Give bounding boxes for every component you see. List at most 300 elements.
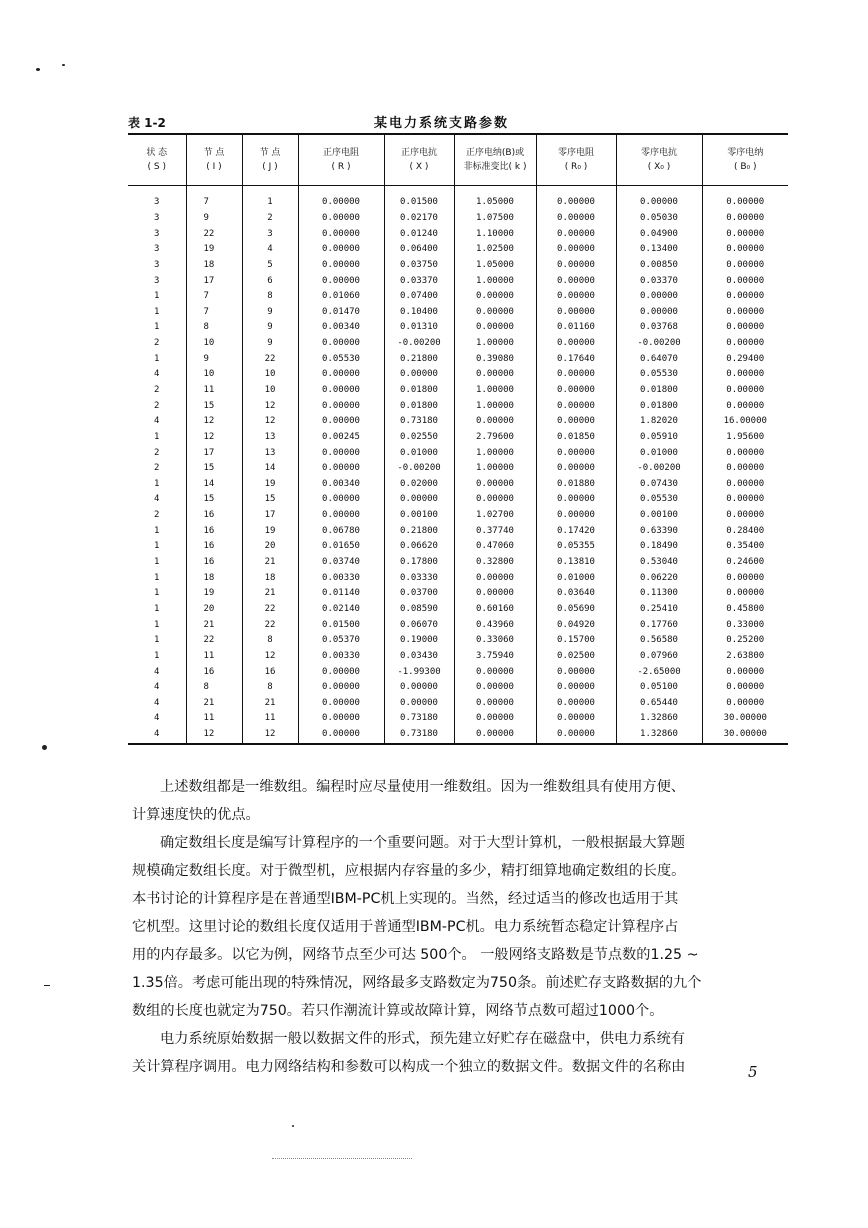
table-cell: 8	[242, 633, 298, 649]
table-row	[128, 680, 788, 696]
table-cell: 0.11300	[616, 586, 702, 602]
table-cell: 0.00340	[298, 477, 384, 493]
table-cell: 22	[242, 602, 298, 618]
table-label: 表 1-2	[128, 116, 166, 130]
table-cell: 1.00000	[454, 399, 536, 415]
table-cell: 0.00100	[616, 508, 702, 524]
column-header-line: ( B₀ )	[733, 162, 757, 172]
table-cell: 8	[186, 680, 242, 696]
table-cell: 0.00000	[454, 711, 536, 727]
column-header	[616, 134, 702, 186]
table-cell: 22	[242, 352, 298, 368]
table-cell: 10	[186, 336, 242, 352]
table-row	[128, 696, 788, 712]
table-cell: 0.00000	[702, 289, 788, 305]
table-row	[128, 399, 788, 415]
table-cell: 0.25410	[616, 602, 702, 618]
table-cell: 0.00000	[702, 508, 788, 524]
table-cell: 0.00000	[536, 446, 616, 462]
table-cell: 0.00000	[298, 273, 384, 289]
table-cell: 0.00000	[536, 289, 616, 305]
table-cell: -0.00200	[616, 461, 702, 477]
table-cell: 0.00000	[384, 492, 454, 508]
table-cell: 4	[154, 666, 160, 677]
table-cell: -0.00200	[384, 336, 454, 352]
table-cell: 1.32860	[616, 727, 702, 744]
table-cell: 4	[154, 682, 160, 693]
table-cell: 0.01160	[536, 320, 616, 336]
table-cell: 0.64070	[616, 352, 702, 368]
table-cell: 0.01060	[298, 289, 384, 305]
table-cell: -0.00200	[616, 336, 702, 352]
table-cell: 0.00000	[702, 665, 788, 681]
table-cell: 0.00000	[298, 399, 384, 415]
table-cell: 0.05030	[616, 211, 702, 227]
table-cell: 0.56580	[616, 633, 702, 649]
table-cell: 21	[242, 696, 298, 712]
table-cell: 0.00000	[454, 696, 536, 712]
table-cell: 0.00000	[536, 680, 616, 696]
table-cell: 2	[154, 510, 160, 521]
table-cell: 0.00000	[702, 571, 788, 587]
table-cell: 0.00000	[298, 461, 384, 477]
body-text-line: 确定数组长度是编写计算程序的一个重要问题。对于大型计算机，一般根据最大算题	[160, 835, 685, 851]
table-cell: -0.00200	[384, 461, 454, 477]
table-cell: 1	[154, 619, 160, 630]
column-header-line: 节 点	[203, 148, 225, 158]
page-number: 5	[748, 1063, 758, 1081]
table-cell: 2.79600	[454, 430, 536, 446]
table-cell: 0.05690	[536, 602, 616, 618]
table-cell: 0.00000	[298, 211, 384, 227]
column-header	[702, 134, 788, 186]
table-cell: 0.17640	[536, 352, 616, 368]
table-cell: 0.03330	[384, 571, 454, 587]
table-cell: 10	[186, 367, 242, 383]
table-cell: 0.00000	[702, 492, 788, 508]
table-cell: 5	[242, 258, 298, 274]
table-column-headers	[128, 134, 788, 186]
body-text	[132, 773, 782, 1081]
table-cell: 0.01800	[616, 383, 702, 399]
table-cell: 0.00000	[536, 258, 616, 274]
table-row	[128, 367, 788, 383]
table-row	[128, 492, 788, 508]
table-cell: 2	[154, 384, 160, 395]
table-cell: 0.00000	[702, 680, 788, 696]
table-row	[128, 477, 788, 493]
table-row	[128, 242, 788, 258]
scan-speck	[292, 1125, 294, 1127]
table-cell: 0.00000	[298, 367, 384, 383]
table-cell: 0.00000	[536, 195, 616, 211]
table-cell: 2	[154, 338, 160, 349]
table-cell: 0.00000	[702, 273, 788, 289]
table-cell: 0.00000	[454, 305, 536, 321]
table-cell: 0.17800	[384, 555, 454, 571]
table-cell: 16	[186, 665, 242, 681]
table-cell: 0.43960	[454, 618, 536, 634]
table-row	[128, 555, 788, 571]
table-cell: 0.01000	[536, 571, 616, 587]
table-cell: 0.00000	[454, 367, 536, 383]
table-cell: 0.01880	[536, 477, 616, 493]
table-cell: 4	[154, 713, 160, 724]
table-row	[128, 336, 788, 352]
table-cell: 0.17760	[616, 618, 702, 634]
table-cell: 0.00000	[454, 727, 536, 744]
table-cell: 1	[154, 603, 160, 614]
table-cell: 0.05100	[616, 680, 702, 696]
column-header	[536, 134, 616, 186]
table-cell: 13	[242, 430, 298, 446]
table-cell: 0.07430	[616, 477, 702, 493]
table-cell: 1	[154, 478, 160, 489]
table-cell: 9	[242, 320, 298, 336]
table-cell: 0.00000	[536, 727, 616, 744]
table-cell: 0.35400	[702, 539, 788, 555]
column-header-line: 正序电抗	[400, 148, 437, 158]
scan-speck	[62, 64, 65, 66]
table-cell: 18	[186, 571, 242, 587]
table-cell: 1.95600	[702, 430, 788, 446]
column-header-line: 零序电纳	[727, 148, 764, 158]
column-header	[384, 134, 454, 186]
table-row	[128, 727, 788, 744]
table-cell: 21	[242, 555, 298, 571]
table-cell: 16	[186, 524, 242, 540]
table-cell: 0.00000	[454, 586, 536, 602]
body-text-line: 计算速度快的优点。	[132, 807, 260, 823]
table-cell: 0.05530	[616, 492, 702, 508]
table-cell: 1.00000	[454, 273, 536, 289]
table-cell: 0.00000	[298, 446, 384, 462]
table-cell: 21	[242, 586, 298, 602]
table-cell: 0.60160	[454, 602, 536, 618]
table-cell: 1.32860	[616, 711, 702, 727]
table-row	[128, 289, 788, 305]
table-row	[128, 258, 788, 274]
table-cell: 0.00000	[702, 586, 788, 602]
table-cell: 0.05370	[298, 633, 384, 649]
table-cell: 0.01650	[298, 539, 384, 555]
table-cell: 11	[186, 711, 242, 727]
table-row	[128, 539, 788, 555]
footer-rule	[272, 1158, 412, 1159]
table-cell: 1.05000	[454, 258, 536, 274]
table-cell: 15	[186, 461, 242, 477]
table-cell: 0.00000	[384, 367, 454, 383]
table-cell: 12	[186, 727, 242, 744]
table-cell: 0.63390	[616, 524, 702, 540]
table-cell: 12	[242, 649, 298, 665]
table-cell: 4	[154, 729, 160, 740]
body-text-line: 1.35倍。考虑可能出现的特殊情况，网络最多支路数定为750条。前述贮存支路数据的九个	[132, 975, 702, 991]
table-cell: 0.02170	[384, 211, 454, 227]
table-cell: 0.01240	[384, 227, 454, 243]
table-cell: 1	[154, 572, 160, 583]
table-cell: 18	[186, 258, 242, 274]
table-cell: 0.00000	[536, 273, 616, 289]
table-cell: 0.06220	[616, 571, 702, 587]
table-cell: 0.07400	[384, 289, 454, 305]
table-cell: 19	[186, 242, 242, 258]
table-cell: 0.73180	[384, 414, 454, 430]
table-cell: 2	[242, 211, 298, 227]
table-cell: 0.00000	[454, 477, 536, 493]
table-cell: 9	[186, 352, 242, 368]
table-cell: 0.00000	[454, 320, 536, 336]
table-cell: 9	[242, 305, 298, 321]
table-cell: 0.00000	[536, 227, 616, 243]
table-cell: 1.07500	[454, 211, 536, 227]
body-text-line: 上述数组都是一维数组。编程时应尽量使用一维数组。因为一维数组具有使用方便、	[160, 779, 685, 795]
table-row	[128, 383, 788, 399]
table-cell: 12	[242, 399, 298, 415]
table-cell: 16	[186, 539, 242, 555]
table-cell: 0.15700	[536, 633, 616, 649]
column-header	[454, 134, 536, 186]
table-cell: 2	[154, 400, 160, 411]
table-cell: 0.29400	[702, 352, 788, 368]
table-cell: 0.00000	[298, 258, 384, 274]
table-cell: 15	[186, 399, 242, 415]
table-cell: 0.00000	[298, 680, 384, 696]
column-header-line: ( X )	[409, 162, 429, 172]
table-cell: 0.18490	[616, 539, 702, 555]
table-cell: 17	[186, 446, 242, 462]
table-cell: 0.05355	[536, 539, 616, 555]
table-cell: 0.17420	[536, 524, 616, 540]
table-cell: 1.02700	[454, 508, 536, 524]
table-cell: 0.03768	[616, 320, 702, 336]
table-cell: 0.03370	[616, 273, 702, 289]
table-cell: 1.05000	[454, 195, 536, 211]
table-cell: 1	[154, 588, 160, 599]
table-cell: 0.00000	[702, 446, 788, 462]
table-cell: 0.00000	[702, 227, 788, 243]
column-header	[298, 134, 384, 186]
table-cell: 18	[242, 571, 298, 587]
table-cell: 1	[154, 322, 160, 333]
table-cell: 3.75940	[454, 649, 536, 665]
table-cell: 0.01310	[384, 320, 454, 336]
table-cell: 1.00000	[454, 446, 536, 462]
body-text-line: 用的内存最多。以它为例，网络节点至少可达 500个。 一般网络支路数是节点数的1.25 ~	[132, 947, 699, 963]
table-cell: 0.53040	[616, 555, 702, 571]
table-cell: 7	[186, 289, 242, 305]
table-cell: 13	[242, 446, 298, 462]
table-cell: 0.03640	[536, 586, 616, 602]
table-cell: 0.00000	[536, 492, 616, 508]
column-header	[128, 134, 186, 186]
table-cell: 17	[242, 508, 298, 524]
table-cell: 0.24600	[702, 555, 788, 571]
table-cell: 4	[154, 697, 160, 708]
table-cell: 1	[154, 291, 160, 302]
table-cell: 0.01000	[616, 446, 702, 462]
table-cell: 0.00340	[298, 320, 384, 336]
table-cell: 30.00000	[702, 711, 788, 727]
table-cell: 0.00000	[536, 508, 616, 524]
table-cell: 0.73180	[384, 727, 454, 744]
table-cell: 0.32800	[454, 555, 536, 571]
table-cell: 3	[154, 259, 160, 270]
table-cell: 0.00000	[536, 242, 616, 258]
table-cell: 0.05910	[616, 430, 702, 446]
table-cell: 0.00000	[616, 305, 702, 321]
table-cell: 0.73180	[384, 711, 454, 727]
table-cell: 9	[242, 336, 298, 352]
table-cell: 22	[186, 227, 242, 243]
table-body	[128, 186, 788, 745]
table-cell: 0.00000	[298, 383, 384, 399]
table-cell: 11	[186, 383, 242, 399]
table-cell: 0.00000	[702, 195, 788, 211]
table-cell: 0.45800	[702, 602, 788, 618]
table-row	[128, 508, 788, 524]
table-cell: 0.00000	[536, 696, 616, 712]
table-cell: 0.00000	[298, 242, 384, 258]
table-cell: 0.00000	[536, 305, 616, 321]
table-cell: 0.03740	[298, 555, 384, 571]
table-cell: 7	[186, 195, 242, 211]
column-header-line: 零序电阻	[557, 148, 594, 158]
scan-speck	[36, 68, 40, 71]
table-row	[128, 414, 788, 430]
table-cell: 0.01470	[298, 305, 384, 321]
table-cell: 0.00000	[454, 492, 536, 508]
column-header-line: ( S )	[147, 162, 166, 172]
table-cell: 0.00000	[702, 367, 788, 383]
table-cell: 1	[154, 431, 160, 442]
table-cell: 16.00000	[702, 414, 788, 430]
table-row	[128, 211, 788, 227]
table-cell: 0.05530	[298, 352, 384, 368]
table-row	[128, 633, 788, 649]
table-cell: 0.13400	[616, 242, 702, 258]
table-row	[128, 461, 788, 477]
table-cell: 0.00000	[536, 383, 616, 399]
table-cell: 21	[186, 696, 242, 712]
table-row	[128, 649, 788, 665]
table-cell: 0.00000	[536, 399, 616, 415]
table-cell: 0.00000	[702, 320, 788, 336]
table-cell: 0.00000	[536, 665, 616, 681]
table-cell: 0.33060	[454, 633, 536, 649]
table-cell: 0.03750	[384, 258, 454, 274]
table-cell: 8	[186, 320, 242, 336]
branch-parameter-table	[128, 133, 788, 745]
table-cell: 0.00000	[298, 711, 384, 727]
table-cell: 4	[154, 494, 160, 505]
table-cell: 12	[186, 414, 242, 430]
table-cell: 20	[186, 602, 242, 618]
table-cell: 0.01850	[536, 430, 616, 446]
column-header-line: 非标准变比( k )	[463, 162, 527, 172]
table-cell: 0.00000	[536, 367, 616, 383]
table-cell: 0.00000	[454, 665, 536, 681]
table-row	[128, 524, 788, 540]
table-cell: 0.08590	[384, 602, 454, 618]
table-cell: 22	[186, 633, 242, 649]
table-row	[128, 430, 788, 446]
table-header-row	[128, 112, 788, 130]
table-cell: 1.10000	[454, 227, 536, 243]
table-cell: 0.21800	[384, 524, 454, 540]
table-cell: 11	[186, 649, 242, 665]
column-header-line: 正序电纳(B)或	[465, 148, 525, 158]
table-cell: 1	[154, 557, 160, 568]
table-cell: 0.05530	[616, 367, 702, 383]
table-cell: 0.00000	[702, 399, 788, 415]
table-cell: 0.00000	[702, 696, 788, 712]
table-cell: 0.10400	[384, 305, 454, 321]
body-text-line: 规模确定数组长度。对于微型机，应根据内存容量的多少，精打细算地确定数组的长度。	[132, 863, 686, 879]
table-cell: 14	[186, 477, 242, 493]
table-row	[128, 305, 788, 321]
table-cell: 0.00000	[298, 227, 384, 243]
table-cell: 3	[154, 275, 160, 286]
table-cell: 20	[242, 539, 298, 555]
table-cell: 1.00000	[454, 336, 536, 352]
table-cell: 1	[154, 306, 160, 317]
table-cell: 1	[154, 635, 160, 646]
table-cell: 12	[242, 414, 298, 430]
table-cell: 19	[186, 586, 242, 602]
table-cell: 0.00850	[616, 258, 702, 274]
table-cell: 0.02000	[384, 477, 454, 493]
table-cell: 1.00000	[454, 461, 536, 477]
table-cell: 0.00245	[298, 430, 384, 446]
table-cell: 12	[242, 727, 298, 744]
table-cell: 0.00330	[298, 649, 384, 665]
column-header-line: 正序电阻	[322, 148, 359, 158]
scan-speck	[42, 745, 47, 750]
table-cell: 0.00000	[702, 211, 788, 227]
table-row	[128, 665, 788, 681]
body-text-line: 本书讨论的计算程序是在普通型IBM-PC机上实现的。当然，经过适当的修改也适用于其	[132, 891, 679, 907]
table-cell: 6	[242, 273, 298, 289]
table-cell: 15	[242, 492, 298, 508]
table-cell: 1.00000	[454, 383, 536, 399]
table-cell: 10	[242, 383, 298, 399]
table-row	[128, 195, 788, 211]
table-cell: 0.00000	[536, 711, 616, 727]
table-cell: 0.02550	[384, 430, 454, 446]
table-cell: 0.47060	[454, 539, 536, 555]
table-row	[128, 320, 788, 336]
body-text-line: 电力系统原始数据一般以数据文件的形式，预先建立好贮存在磁盘中，供电力系统有	[160, 1031, 685, 1047]
table-cell: 0.00000	[384, 680, 454, 696]
table-cell: 0.00000	[454, 571, 536, 587]
table-cell: 0.00000	[536, 336, 616, 352]
table-cell: 1	[154, 650, 160, 661]
table-cell: 0.00000	[702, 461, 788, 477]
column-header-line: 状 态	[146, 148, 168, 158]
column-header-line: ( R )	[331, 162, 351, 172]
table-cell: 0.06400	[384, 242, 454, 258]
table-cell: 16	[186, 555, 242, 571]
table-cell: 0.33000	[702, 618, 788, 634]
column-header	[242, 134, 298, 186]
table-cell: 1.02500	[454, 242, 536, 258]
table-cell: -2.65000	[616, 665, 702, 681]
table-cell: 19	[242, 524, 298, 540]
column-header	[186, 134, 242, 186]
table-row	[128, 571, 788, 587]
table-cell: 0.01500	[298, 618, 384, 634]
